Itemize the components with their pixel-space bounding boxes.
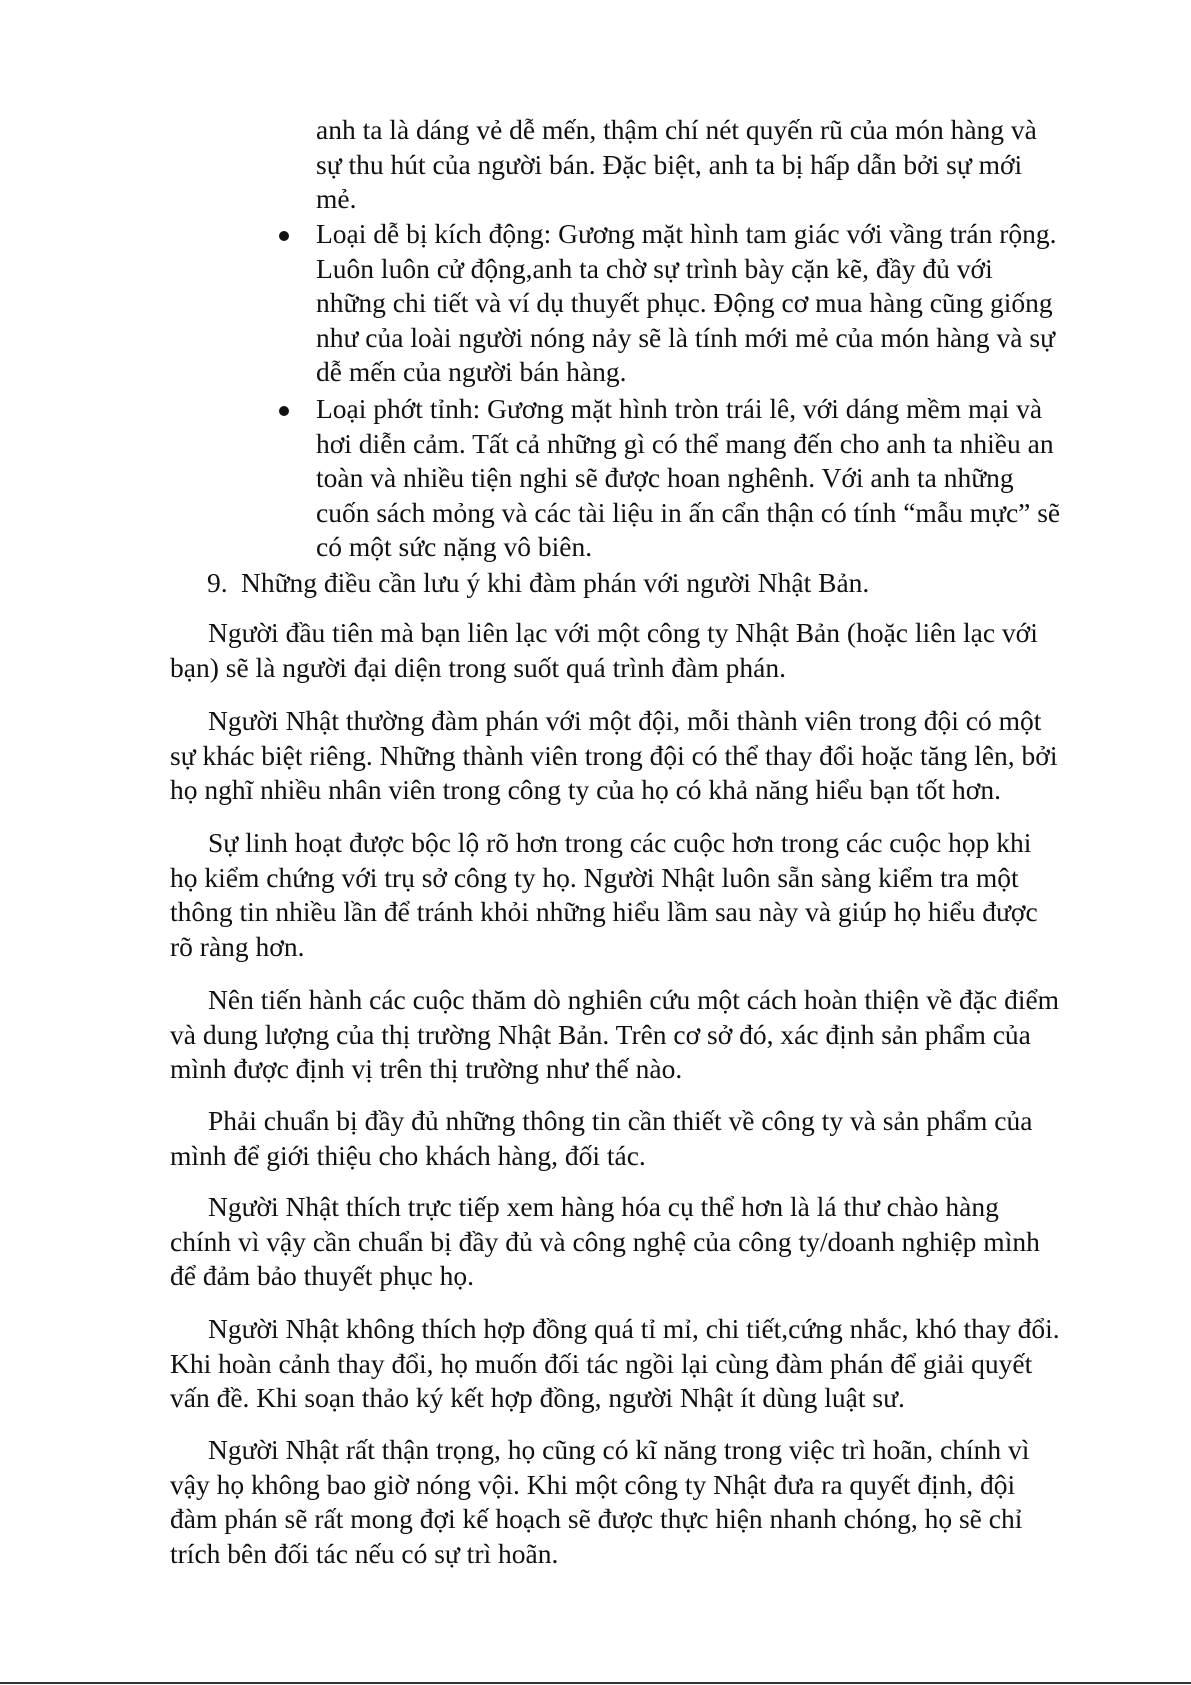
paragraph	[170, 1190, 1090, 1294]
paragraph	[170, 1312, 1090, 1416]
paragraph	[170, 1104, 1090, 1173]
paragraph-text: Người Nhật rất thận trọng, họ cũng có kĩ năng trong việc trì hoãn, chính vì vậy họ không bao giờ nóng vội. Khi một công ty Nhật đưa ra quyết định, đội đàm phán sẽ rất mong đợi kế hoạch sẽ được thực hiện nhanh chóng, họ sẽ chỉ trích bên đối tác nếu có sự trì hoãn.	[170, 1434, 1030, 1569]
section-number: 9.	[207, 567, 228, 598]
paragraph-text: Sự linh hoạt được bộc lộ rõ hơn trong các cuộc hơn trong các cuộc họp khi họ kiểm chứng với trụ sở công ty họ. Người Nhật luôn sẵn sàng kiểm tra một thông tin nhiều lần để tránh khỏi những hiểu lầm sau này và giúp họ hiểu được rõ ràng hơn.	[170, 827, 1038, 962]
paragraph	[170, 826, 1090, 964]
section-title: Những điều cần lưu ý khi đàm phán với người Nhật Bản.	[241, 567, 870, 598]
paragraph	[170, 1433, 1090, 1571]
paragraph-text: Người Nhật thường đàm phán với một đội, mỗi thành viên trong đội có một sự khác biệt riêng. Những thành viên trong đội có thể thay đổi hoặc tăng lên, bởi họ nghĩ nhiều nhân viên trong công ty của họ có khả năng hiểu bạn tốt hơn.	[170, 705, 1058, 805]
continued-bullet-text: anh ta là dáng vẻ dễ mến, thậm chí nét quyến rũ của món hàng và sự thu hút của người bán. Đặc biệt, anh ta bị hấp dẫn bởi sự mới mẻ.	[316, 114, 1037, 214]
paragraph	[170, 983, 1090, 1087]
footer-divider	[0, 1682, 1191, 1684]
bullet-text: Loại phớt tỉnh: Gương mặt hình tròn trái lê, với dáng mềm mại và hơi diễn cảm. Tất cả những gì có thể mang đến cho anh ta nhiều an toàn và nhiều tiện nghi sẽ được hoan nghênh. Với anh ta những cuốn sách mỏng và các tài liệu in ấn cẩn thận có tính “mẫu mực” sẽ có một sức nặng vô biên.	[316, 393, 1061, 562]
paragraph	[170, 704, 1090, 808]
paragraph-text: Người đầu tiên mà bạn liên lạc với một công ty Nhật Bản (hoặc liên lạc với bạn) sẽ là người đại diện trong suốt quá trình đàm phán.	[170, 617, 1038, 683]
paragraph	[170, 616, 1090, 685]
paragraph-text: Phải chuẩn bị đầy đủ những thông tin cần thiết về công ty và sản phẩm của mình để giới thiệu cho khách hàng, đối tác.	[170, 1105, 1033, 1171]
bullet-text: Loại dễ bị kích động: Gương mặt hình tam giác với vầng trán rộng. Luôn luôn cử động,anh ta chờ sự trình bày cặn kẽ, đầy đủ với những chi tiết và ví dụ thuyết phục. Động cơ mua hàng cũng giống như của loài người nóng nảy sẽ là tính mới mẻ của món hàng và sự dễ mến của người bán hàng.	[316, 218, 1057, 387]
paragraph-text: Nên tiến hành các cuộc thăm dò nghiên cứu một cách hoàn thiện về đặc điểm và dung lượng của thị trường Nhật Bản. Trên cơ sở đó, xác định sản phẩm của mình được định vị trên thị trường như thế nào.	[170, 984, 1060, 1084]
section-heading	[207, 566, 1067, 601]
paragraph-text: Người Nhật thích trực tiếp xem hàng hóa cụ thể hơn là lá thư chào hàng chính vì vậy cần chuẩn bị đầy đủ và công nghệ của công ty/doanh nghiệp mình để đảm bảo thuyết phục họ.	[170, 1191, 1040, 1291]
paragraph-text: Người Nhật không thích hợp đồng quá tỉ mỉ, chi tiết,cứng nhắc, khó thay đổi. Khi hoàn cảnh thay đổi, họ muốn đối tác ngồi lại cùng đàm phán để giải quyết vấn đề. Khi soạn thảo ký kết hợp đồng, người Nhật ít dùng luật sư.	[170, 1313, 1060, 1413]
bullet-icon	[279, 231, 289, 241]
bullet-icon	[279, 406, 289, 416]
